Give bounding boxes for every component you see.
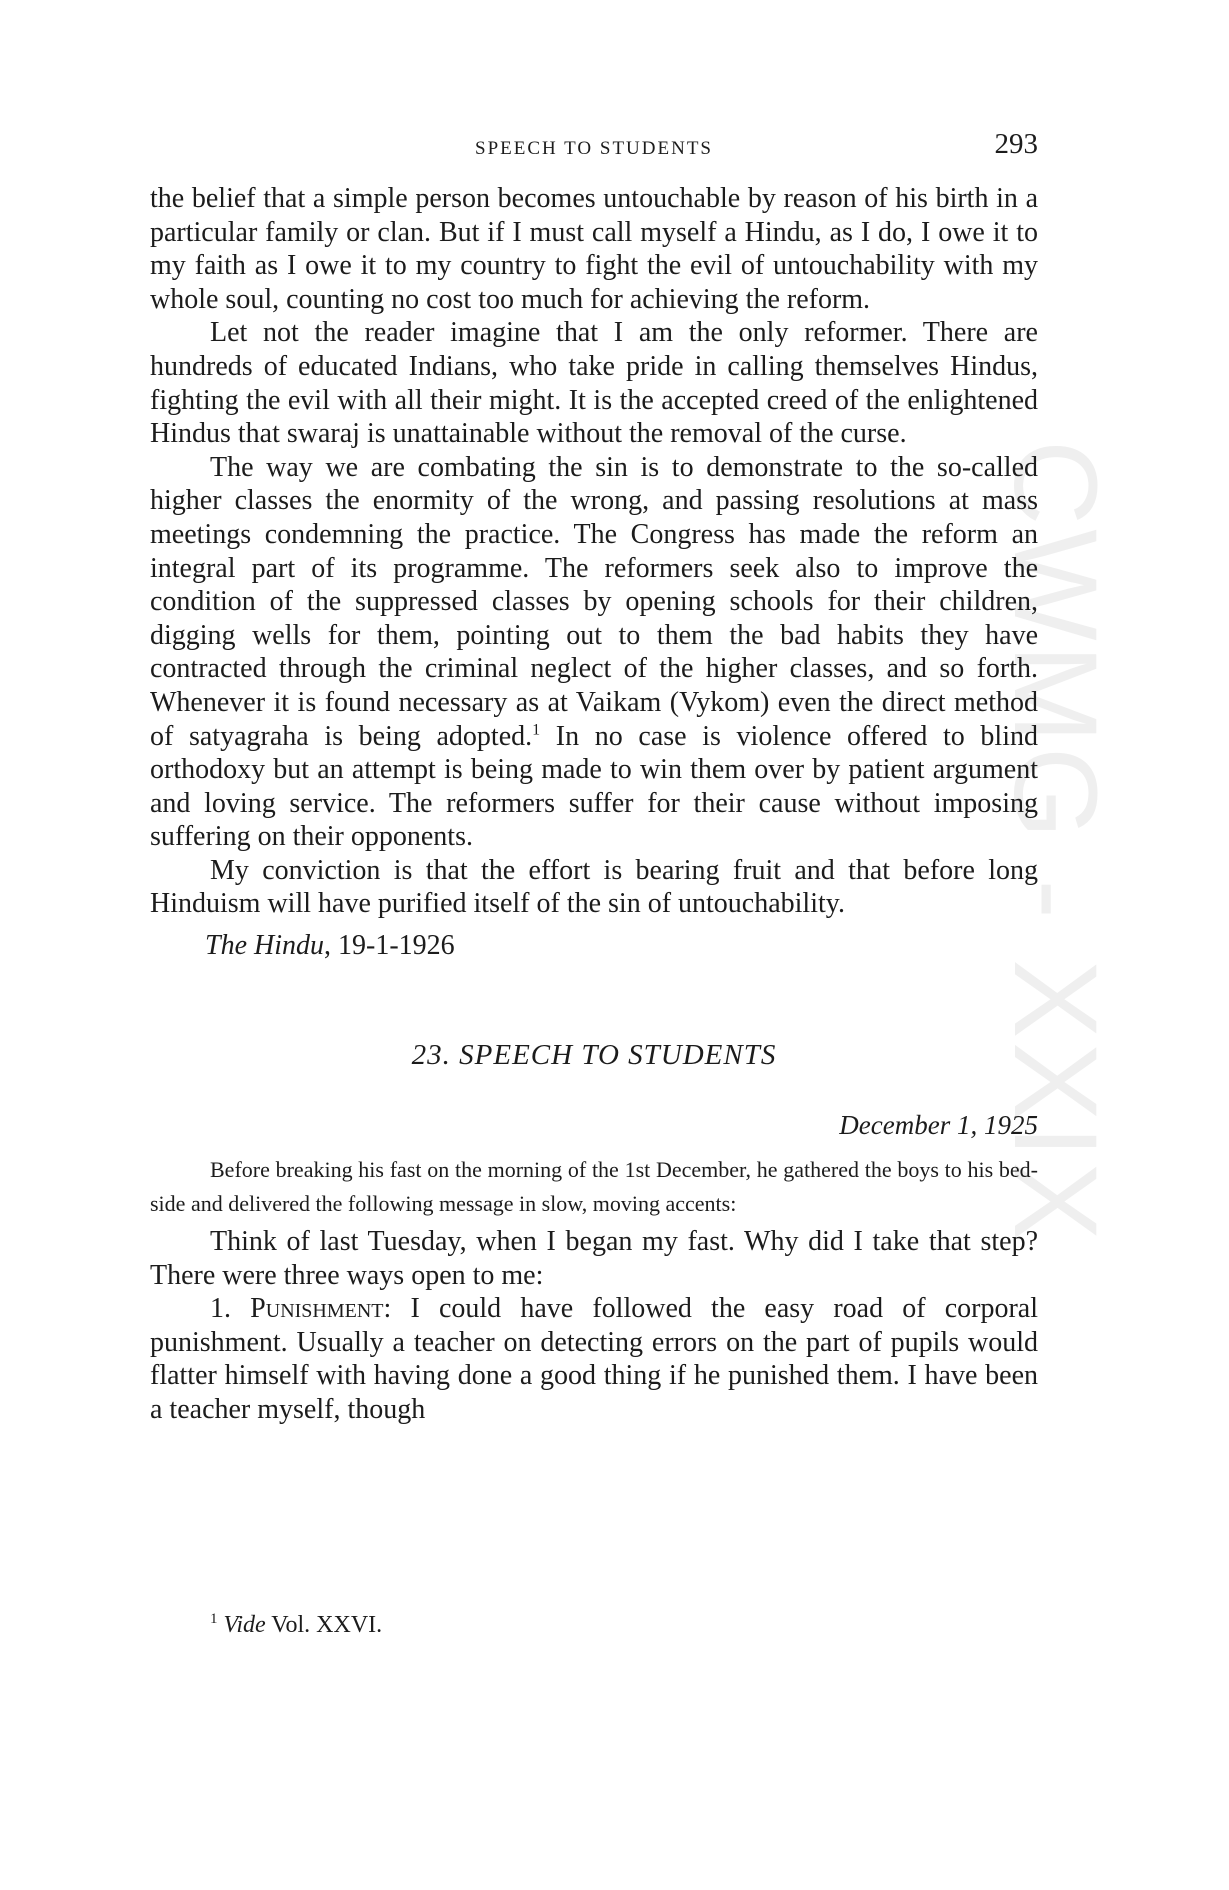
article-title: 23. SPEECH TO STUDENTS bbox=[411, 1039, 777, 1072]
item-number: 1. bbox=[210, 1293, 251, 1325]
numbered-paragraph bbox=[150, 1292, 1038, 1426]
paragraph-text: The way we are combating the sin is to demonstrate to the so-called higher classes the enormity of the wrong, and passing resolutions at mass meetings condemning the practice. The Congress has made the reform an integral part of its programme. The reformers seek also to improve the condition of the suppressed classes by opening schools for their children, digging wells for them, pointing out to them the bad habits they have contracted through the criminal neglect of the higher classes, and so forth. Whenever it is found necessary as at Vaikam (Vykom) even the direct method of satyagraha is being adopted. bbox=[150, 451, 1038, 752]
watermark-text: CWMG - XXIX bbox=[989, 440, 1121, 1245]
article-intro: Before breaking his fast on the morning of the 1st December, he gathered the boys to his bed-side and delivered the following message in slow, moving accents: bbox=[150, 1157, 1038, 1217]
source-publication: The Hindu bbox=[205, 930, 324, 962]
running-head: SPEECH TO STUDENTS bbox=[475, 138, 713, 159]
item-heading: Punishment bbox=[250, 1293, 384, 1325]
footnote-reference: 1 bbox=[532, 721, 541, 739]
paragraph-with-note bbox=[150, 451, 1038, 854]
paragraph: Think of last Tuesday, when I began my fast. Why did I take that step? There were three ways open to me: bbox=[150, 1226, 1038, 1291]
paragraph-text: In no case is violence offered to blind orthodoxy but an attempt is being made to win them over by patient argument and loving service. The reformers suffer for their cause without imposing suffering on their opponents. bbox=[150, 720, 1038, 853]
item-text: : I could have followed the easy road of corporal punishment. Usually a teacher on detecting errors on the part of pupils would flatter himself with having done a good thing if he punished them. I have been a teacher myself, though bbox=[150, 1293, 1039, 1426]
footnotes bbox=[210, 1612, 382, 1639]
paragraph: My conviction is that the effort is bearing fruit and that before long Hinduism will have purified itself of the sin of untouchability. bbox=[150, 854, 1038, 920]
footnote-vide: Vide bbox=[223, 1612, 266, 1638]
footnote-marker: 1 bbox=[210, 1611, 218, 1627]
source-date: , 19-1-1926 bbox=[324, 930, 455, 962]
source-citation bbox=[150, 929, 1038, 963]
page-header bbox=[150, 128, 1038, 168]
paragraph: Let not the reader imagine that I am the only reformer. There are hundreds of educated Indians, who take pride in calling themselves Hindus, fighting the evil with all their might. It is the accepted creed of the enlightened Hindus that swaraj is unattainable without the removal of the curse. bbox=[150, 317, 1038, 450]
footnote-text: Vol. XXVI. bbox=[265, 1612, 383, 1638]
page-body bbox=[150, 182, 1038, 1427]
page-number: 293 bbox=[994, 128, 1038, 160]
article-date: December 1, 1925 bbox=[839, 1110, 1038, 1141]
paragraph-continued: the belief that a simple person becomes untouchable by reason of his birth in a particular family or clan. But if I must call myself a Hindu, as I do, I owe it to my faith as I owe it to my country to fight the evil of untouchability with my whole soul, counting no cost too much for achieving the reform. bbox=[150, 183, 1038, 315]
